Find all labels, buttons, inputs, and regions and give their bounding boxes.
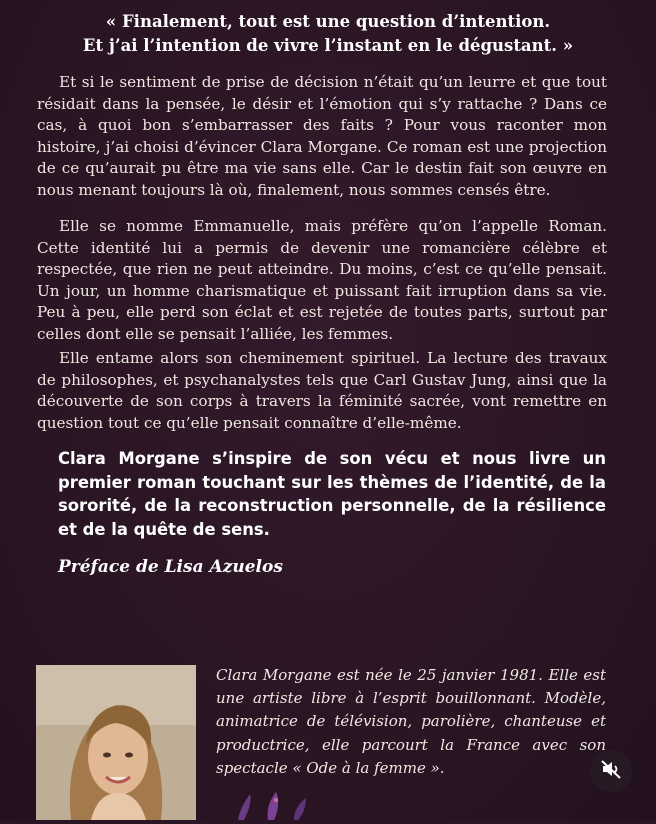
author-photo [36, 665, 196, 820]
speaker-muted-icon [600, 758, 622, 784]
summary-highlight: Clara Morgane s’inspire de son vécu et nous livre un premier roman touchant sur les thèmes de l’identité, de la sororité, de la reconstruction personnelle, de la résilience et de la quête de sens. [58, 449, 606, 539]
author-bio: Clara Morgane est née le 25 janvier 1981. Elle est une artiste libre à l’esprit bouillonnant. Modèle, animatrice de télévision, parolière, chanteuse et productrice, elle parcourt la France avec son spectacle « Ode à la femme ». [216, 666, 606, 777]
quote-line-2: Et j’ai l’intention de vivre l’instant en le dégustant. » [82, 36, 574, 55]
epigraph-quote [40, 10, 616, 58]
paragraph-3: Elle entame alors son cheminement spirituel. La lecture des travaux de philosophes, et psychanalystes tels que Carl Gustav Jung, ainsi que la découverte de son corps à travers la féminité sacrée, vont remettre en question tout ce qu’elle pensait connaître d’elle-même. [37, 349, 607, 432]
mute-button[interactable] [590, 750, 632, 792]
floral-decoration [228, 790, 318, 820]
quote-line-1: « Finalement, tout est une question d’intention. [105, 12, 551, 31]
paragraph-2: Elle se nomme Emmanuelle, mais préfère qu’on l’appelle Roman. Cette identité lui a permis de devenir une romancière célèbre et respectée, que rien ne peut atteindre. Du moins, c’est ce qu’elle pensait. Un jour, un homme charismatique et puissant fait irruption dans sa vie. Peu à peu, elle perd son éclat et est rejetée de toutes parts, surtout par celles dont elle se pensait l’alliée, les femmes. [37, 217, 607, 343]
preface-credit: Préface de Lisa Azuelos [58, 557, 283, 577]
paragraph-1: Et si le sentiment de prise de décision n’était qu’un leurre et que tout résidait dans la pensée, le désir et l’émotion qui s’y rattache ? Dans ce cas, à quoi bon s’embarrasser des faits ? Pour vous raconter mon histoire, j’ai choisi d’évincer Clara Morgane. Ce roman est une projection de ce qu’aurait pu être ma vie sans elle. Car le destin fait son œuvre en nous menant toujours là où, finalement, nous sommes censés être. [37, 73, 607, 199]
